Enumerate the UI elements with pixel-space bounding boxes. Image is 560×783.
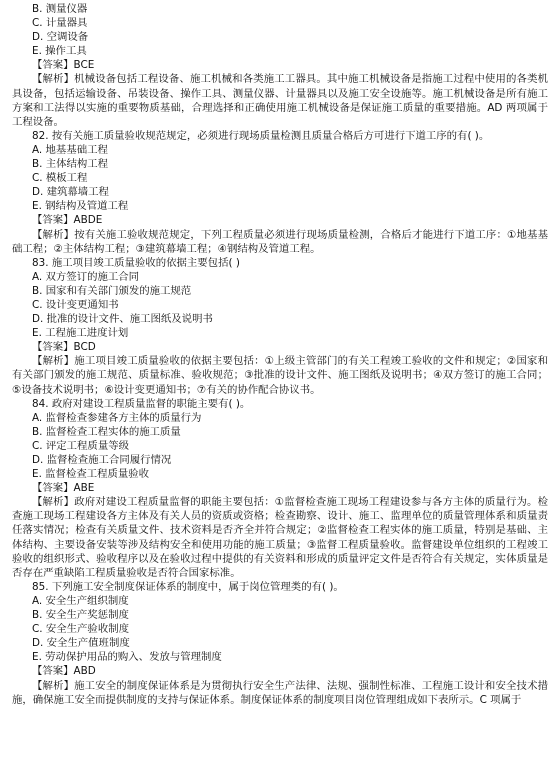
option-d: D. 监督检查施工合同履行情况 — [32, 454, 172, 466]
answer: 【答案】ABE — [32, 482, 95, 495]
question-stem: 85. 下列施工安全制度保证体系的制度中，属于岗位管理类的有( )。 — [32, 580, 344, 593]
question-85 — [12, 580, 548, 707]
option-e: E. 钢结构及管道工程 — [32, 200, 129, 213]
question-stem: 83. 施工项目竣工质量验收的依据主要包括( ) — [32, 256, 240, 269]
option-a: A. 安全生产组织制度 — [32, 594, 129, 607]
option-c: C. 设计变更通知书 — [32, 298, 119, 311]
option-d: D. 批准的设计文件、施工图纸及说明书 — [32, 313, 213, 326]
option-e: E. 操作工具 — [32, 45, 87, 58]
answer: 【答案】ABD — [32, 665, 96, 678]
option-d: D. 建筑幕墙工程 — [32, 186, 109, 199]
option-b: B. 国家和有关部门颁发的施工规范 — [32, 284, 192, 297]
option-d: D. 安全生产值班制度 — [32, 637, 130, 650]
answer: 【答案】BCD — [32, 341, 96, 354]
question-83 — [12, 256, 548, 397]
option-a: A. 双方签订的施工合同 — [32, 270, 140, 283]
option-b: B. 安全生产奖惩制度 — [32, 609, 129, 622]
question-stem: 82. 按有关施工质量验收规范规定，必须进行现场质量检测且质量合格后方可进行下道工序的有( )。 — [32, 129, 490, 142]
option-b: B. 监督检查工程实体的施工质量 — [32, 425, 181, 438]
explanation: 【解析】按有关施工验收规范规定，下列工程质量必须进行现场质量检测，合格后才能进行下道工序：①地基基础工程；②主体结构工程；③建筑幕墙工程；④钢结构及管道工程。 — [12, 228, 548, 255]
option-c: C. 安全生产验收制度 — [32, 623, 129, 636]
option-e: E. 监督检查工程质量验收 — [32, 468, 150, 481]
top-option-list — [12, 2, 548, 58]
option-b: B. 主体结构工程 — [32, 158, 109, 171]
explanation: 【解析】机械设备包括工程设备、施工机械和各类施工工器具。其中施工机械设备是指施工过程中使用的各类机具设备，包括运输设备、吊装设备、操作工具、测量仪器、计量器具以及施工安全设施等。施工机械设备是所有施工方案和工法得以实施的重要物质基础，合理选择和正确使用施工机械设备是保证施工质量的重要措施。AD 两项属于工程设备。 — [12, 73, 548, 128]
explanation: 【解析】施工安全的制度保证体系是为贯彻执行安全生产法律、法规、强制性标准、工程施工设计和安全技术措施，确保施工安全而提供制度的支持与保证体系。制度保证体系的制度项目岗位管理组成如下表所示。C 项属于 — [12, 679, 548, 706]
option-b: B. 测量仪器 — [32, 3, 88, 15]
option-e: E. 劳动保护用品的购入、发放与管理制度 — [32, 651, 222, 664]
option-c: C. 模板工程 — [32, 172, 88, 185]
option-c: C. 评定工程质量等级 — [32, 439, 129, 452]
option-a: A. 监督检查参建各方主体的质量行为 — [32, 411, 202, 424]
answer: 【答案】ABDE — [32, 214, 103, 227]
question-82 — [12, 129, 548, 256]
explanation: 【解析】政府对建设工程质量监督的职能主要包括：①监督检查施工现场工程建设参与各方主体的质量行为。检查施工现场工程建设各方主体及有关人员的资质或资格；检查勘察、设计、施工、监理单位的质量管理体系和质量责任落实情况；检查有关质量文件、技术资料是否齐全并符合规定；②监督检查工程实体的施工质量，特别是基础、主体结构、主要设备安装等涉及结构安全和使用功能的施工质量；③监督工程质量验收。监督建设单位组织的工程竣工验收的组织形式、验收程序以及在验收过程中提供的有关资料和形成的质量评定文件是否符合有关规定，实体质量是否存在严重缺陷工程质量验收是否符合国家标准。 — [12, 496, 548, 579]
option-e: E. 工程施工进度计划 — [32, 327, 129, 340]
explanation: 【解析】施工项目竣工质量验收的依据主要包括：①上级主管部门的有关工程竣工验收的文件和规定；②国家和有关部门颁发的施工规范、质量标准、验收规范；③批准的设计文件、施工图纸及说明书；④双方签订的施工合同；⑤设备技术说明书；⑥设计变更通知书；⑦有关的协作配合协议书。 — [12, 355, 548, 396]
option-d: D. 空调设备 — [32, 31, 89, 44]
option-a: A. 地基基础工程 — [32, 143, 108, 156]
question-stem: 84. 政府对建设工程质量监督的职能主要有( )。 — [32, 397, 251, 410]
question-84 — [12, 397, 548, 580]
option-c: C. 计量器具 — [32, 17, 88, 30]
answer: 【答案】BCE — [32, 59, 95, 72]
